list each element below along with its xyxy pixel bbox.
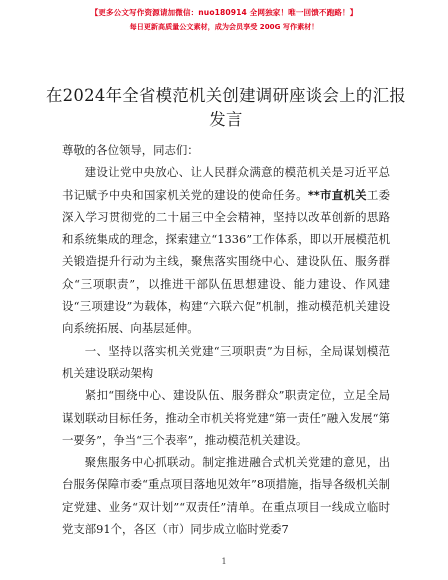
body-paragraph: 紧扣“围绕中心、建设队伍、服务群众”职责定位，立足全局谋划联动目标任务，推动全市机关将党建“第一责任”融入发展“第一要务”，争当“三个表率”，推动模范机关建设。 — [62, 388, 390, 447]
document-body — [62, 139, 390, 540]
paragraph-text: 工委深入学习贯彻党的二十届三中全会精神，坚持以改革创新的思路和系统集成的理念，探索建立“1336”工作体系，即以开展模范机关锻造提升行动为主线，聚焦落实围绕中心、建设队伍、服务群众“三项职责”，以推进干部队伍思想建设、能力建设、作风建设“三项建设”为载体，构建“六联六促”机制，推动模范机关建设向系统拓展、向基层延伸。 — [62, 187, 390, 336]
promo-banner-line-1: 【更多公文写作资源请加微信：nuo180914 全网独家！唯一回馈不跑路！】 — [90, 8, 358, 17]
section-heading: 一、坚持以落实机关党建“三项职责”为目标，全局谋划模范机关建设联动架构 — [62, 343, 390, 380]
paragraph-bold-text: **市直机关 — [307, 187, 367, 202]
document-title: 在2024年全省模范机关创建调研座谈会上的汇报发言 — [45, 86, 407, 129]
paragraph-text: 建设让党中央放心、让人民群众满意的模范机关是习近平总书记赋予中央和国家机关党的建设的使命任务。 — [62, 165, 390, 202]
body-paragraph: 聚焦服务中心抓联动。制定推进融合式机关党建的意见，出台服务保障市委“重点项目落地见效年”8项措施，指导各级机关制定党建、业务“双计划”“双责任”清单。在重点项目一线成立临时党支部91个，各区（市）同步成立临时党委7 — [62, 455, 390, 537]
page-number: 1 — [221, 557, 227, 566]
body-paragraph — [62, 161, 390, 339]
salutation: 尊敬的各位领导，同志们： — [62, 143, 199, 157]
promo-banner-line-2: 每日更新高质量公文素材，成为会员享受 200G 写作素材！ — [129, 22, 319, 31]
